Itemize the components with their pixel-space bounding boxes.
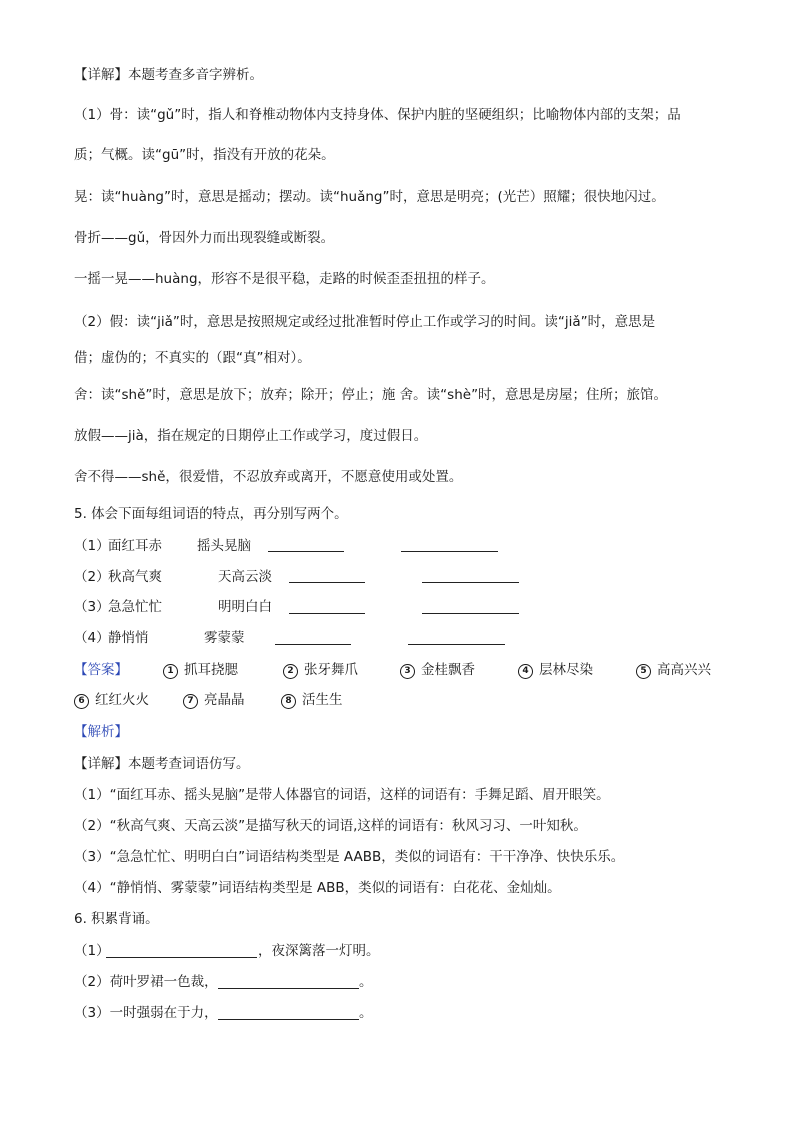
question-6-title: 6. 积累背诵。 [74, 911, 159, 927]
q5-word-b: 明明白白 [218, 599, 272, 615]
explanation-line: 舍不得——shě，很爱惜，不忍放弃或离开，不愿意使用或处置。 [74, 469, 463, 485]
answer-item [283, 661, 358, 679]
circled-number: 4 [518, 664, 533, 679]
q6-row-suffix: 。 [359, 1005, 373, 1021]
answer-item [636, 661, 711, 679]
circled-number: 6 [74, 694, 89, 709]
answer-blank[interactable] [408, 644, 505, 645]
recitation-blank[interactable] [218, 988, 359, 989]
explanation-line: 骨折——gǔ，骨因外力而出现裂缝或断裂。 [74, 230, 335, 246]
q5-word-a: 静悄悄 [108, 630, 149, 646]
answer-blank[interactable] [401, 551, 498, 552]
answer-blank[interactable] [422, 613, 519, 614]
analysis-label: 【解析】 [74, 724, 128, 740]
answer-text: 层林尽染 [539, 662, 593, 678]
explanation-line: 质；气概。读“gū”时，指没有开放的花朵。 [74, 147, 335, 163]
answer-item [518, 661, 593, 679]
analysis-line: （3）“急急忙忙、明明白白”词语结构类型是 AABB，类似的词语有：干干净净、快快乐乐。 [74, 849, 625, 865]
q5-word-b: 天高云淡 [218, 569, 272, 585]
q6-row-suffix: ，夜深篱落一灯明。 [258, 943, 380, 959]
answer-item [400, 661, 475, 679]
q5-word-a: 秋高气爽 [108, 569, 162, 585]
answer-blank[interactable] [422, 582, 519, 583]
explanation-line: 晃：读“huàng”时，意思是摇动；摆动。读“huǎng”时，意思是明亮；(光芒）照耀；很快地闪过。 [74, 189, 665, 205]
answer-item [74, 691, 149, 709]
analysis-line: （2）“秋高气爽、天高云淡”是描写秋天的词语,这样的词语有：秋风习习、一叶知秋。 [74, 818, 587, 834]
circled-number: 2 [283, 664, 298, 679]
recitation-blank[interactable] [106, 957, 257, 958]
q5-row-number: （2） [74, 569, 110, 585]
circled-number: 5 [636, 664, 651, 679]
answer-text: 亮晶晶 [204, 692, 245, 708]
analysis-line: （1）“面红耳赤、摇头晃脑”是带人体器官的词语，这样的词语有：手舞足蹈、眉开眼笑。 [74, 787, 610, 803]
q6-row-prefix: （3）一时强弱在于力， [74, 1005, 218, 1021]
answer-item [183, 691, 245, 709]
q5-row-number: （1） [74, 538, 110, 554]
circled-number: 7 [183, 694, 198, 709]
analysis-line: （4）“静悄悄、雾蒙蒙”词语结构类型是 ABB，类似的词语有：白花花、金灿灿。 [74, 880, 561, 896]
q5-word-b: 摇头晃脑 [197, 538, 251, 554]
circled-number: 8 [281, 694, 296, 709]
circled-number: 1 [163, 664, 178, 679]
answer-blank[interactable] [289, 582, 365, 583]
answer-text: 红红火火 [95, 692, 149, 708]
q5-word-b: 雾蒙蒙 [204, 630, 245, 646]
explanation-heading: 【详解】本题考查多音字辨析。 [74, 67, 263, 83]
answer-item [281, 691, 343, 709]
explanation-line: （2）假：读“jiǎ”时，意思是按照规定或经过批准暂时停止工作或学习的时间。读“jiǎ”时，意思是 [74, 314, 656, 330]
q5-word-a: 急急忙忙 [108, 599, 162, 615]
explanation-line: 舍：读“shě”时，意思是放下；放弃；除开；停止；施 舍。读“shè”时，意思是房屋；住所；旅馆。 [74, 387, 668, 403]
explanation-line: 借；虚伪的；不真实的（跟“真”相对）。 [74, 350, 311, 366]
answer-blank[interactable] [275, 644, 351, 645]
q6-row-prefix: （2）荷叶罗裙一色裁， [74, 974, 218, 990]
answer-blank[interactable] [268, 551, 344, 552]
explanation-line: 放假——jià，指在规定的日期停止工作或学习，度过假日。 [74, 428, 428, 444]
q5-row-number: （3） [74, 599, 110, 615]
answer-text: 金桂飘香 [421, 662, 475, 678]
q5-word-a: 面红耳赤 [108, 538, 162, 554]
q5-row-number: （4） [74, 630, 110, 646]
answer-blank[interactable] [289, 613, 365, 614]
answer-text: 高高兴兴 [657, 662, 711, 678]
q6-row-suffix: 。 [359, 974, 373, 990]
recitation-blank[interactable] [218, 1019, 359, 1020]
answer-label: 【答案】 [74, 662, 128, 678]
answer-text: 活生生 [302, 692, 343, 708]
answer-item [163, 661, 238, 679]
answer-text: 张牙舞爪 [304, 662, 358, 678]
q6-row-prefix: （1） [74, 943, 110, 959]
explanation-line: （1）骨：读“gǔ”时，指人和脊椎动物体内支持身体、保护内脏的坚硬组织；比喻物体内部的支架；品 [74, 107, 681, 123]
question-5-title: 5. 体会下面每组词语的特点，再分别写两个。 [74, 506, 348, 522]
explanation-line: 一摇一晃——huàng，形容不是很平稳，走路的时候歪歪扭扭的样子。 [74, 271, 495, 287]
analysis-heading: 【详解】本题考查词语仿写。 [74, 756, 250, 772]
answer-text: 抓耳挠腮 [184, 662, 238, 678]
circled-number: 3 [400, 664, 415, 679]
